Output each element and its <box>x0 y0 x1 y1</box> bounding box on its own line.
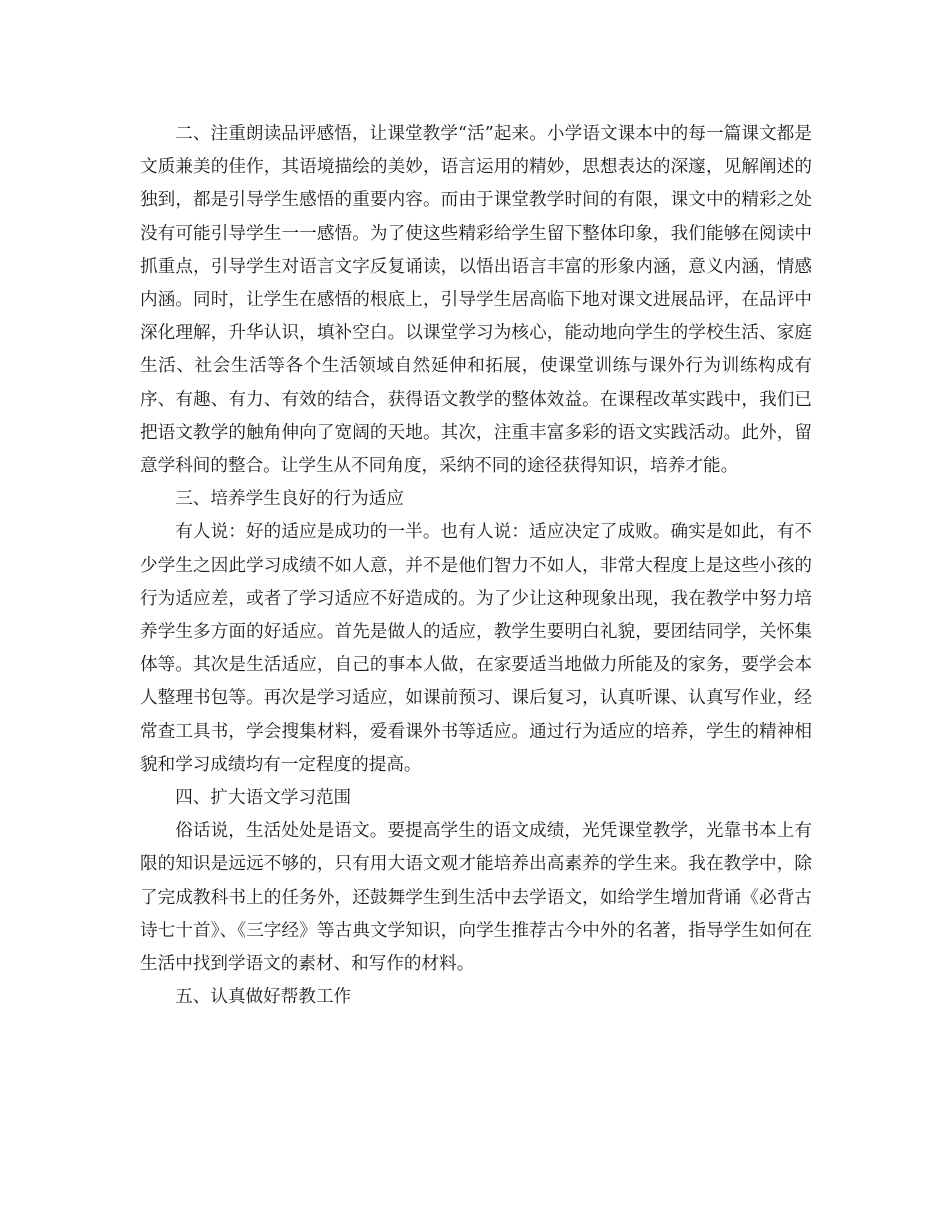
paragraph-expand-learning: 俗话说，生活处处是语文。要提高学生的语文成绩，光凭课堂教学，光靠书本上有限的知识是远远不够的，只有用大语文观才能培养出高素养的学生来。我在教学中，除了完成教科书上的任务外，还鼓舞学生到生活中去学语文，如给学生增加背诵《必背古诗七十首》、《三字经》等古典文学知识，向学生推荐古今中外的名著，指导学生如何在生活中找到学语文的素材、和写作的材料。 <box>140 821 812 975</box>
section-heading-tutoring-work: 五、认真做好帮教工作 <box>175 987 352 1008</box>
section-heading-behavior-habits: 三、培养学生良好的行为适应 <box>175 489 404 510</box>
document-body <box>140 118 812 1014</box>
paragraph-behavior-habits: 有人说：好的适应是成功的一半。也有人说：适应决定了成败。确实是如此，有不少学生之因此学习成绩不如人意，并不是他们智力不如人，非常大程度上是这些小孩的行为适应差，或者了学习适应不好造成的。为了少让这种现象出现，我在教学中努力培养学生多方面的好适应。首先是做人的适应，教学生要明白礼貌，要团结同学，关怀集体等。其次是生活适应，自己的事本人做，在家要适当地做力所能及的家务，要学会本人整理书包等。再次是学习适应，如课前预习、课后复习，认真听课、认真写作业，经常查工具书，学会搜集材料，爱看课外书等适应。通过行为适应的培养，学生的精神相貌和学习成绩均有一定程度的提高。 <box>140 522 812 775</box>
section-heading-expand-learning: 四、扩大语文学习范围 <box>175 788 352 809</box>
paragraph-reading-appreciation: 二、注重朗读品评感悟，让课堂教学“活”起来。小学语文课本中的每一篇课文都是文质兼美的佳作，其语境描绘的美妙，语言运用的精妙，思想表达的深邃，见解阐述的独到，都是引导学生感悟的重要内容。而由于课堂教学时间的有限，课文中的精彩之处没有可能引导学生一一感悟。为了使这些精彩给学生留下整体印象，我们能够在阅读中抓重点，引导学生对语言文字反复诵读，以悟出语言丰富的形象内涵，意义内涵，情感内涵。同时，让学生在感悟的根底上，引导学生居高临下地对课文进展品评，在品评中深化理解，升华认识，填补空白。以课堂学习为核心，能动地向学生的学校生活、家庭生活、社会生活等各个生活领域自然延伸和拓展，使课堂训练与课外行为训练构成有序、有趣、有力、有效的结合，获得语文教学的整体效益。在课程改革实践中，我们已把语文教学的触角伸向了宽阔的天地。其次，注重丰富多彩的语文实践活动。此外，留意学科间的整合。让学生从不同角度，采纳不同的途径获得知识，培养才能。 <box>140 124 812 477</box>
